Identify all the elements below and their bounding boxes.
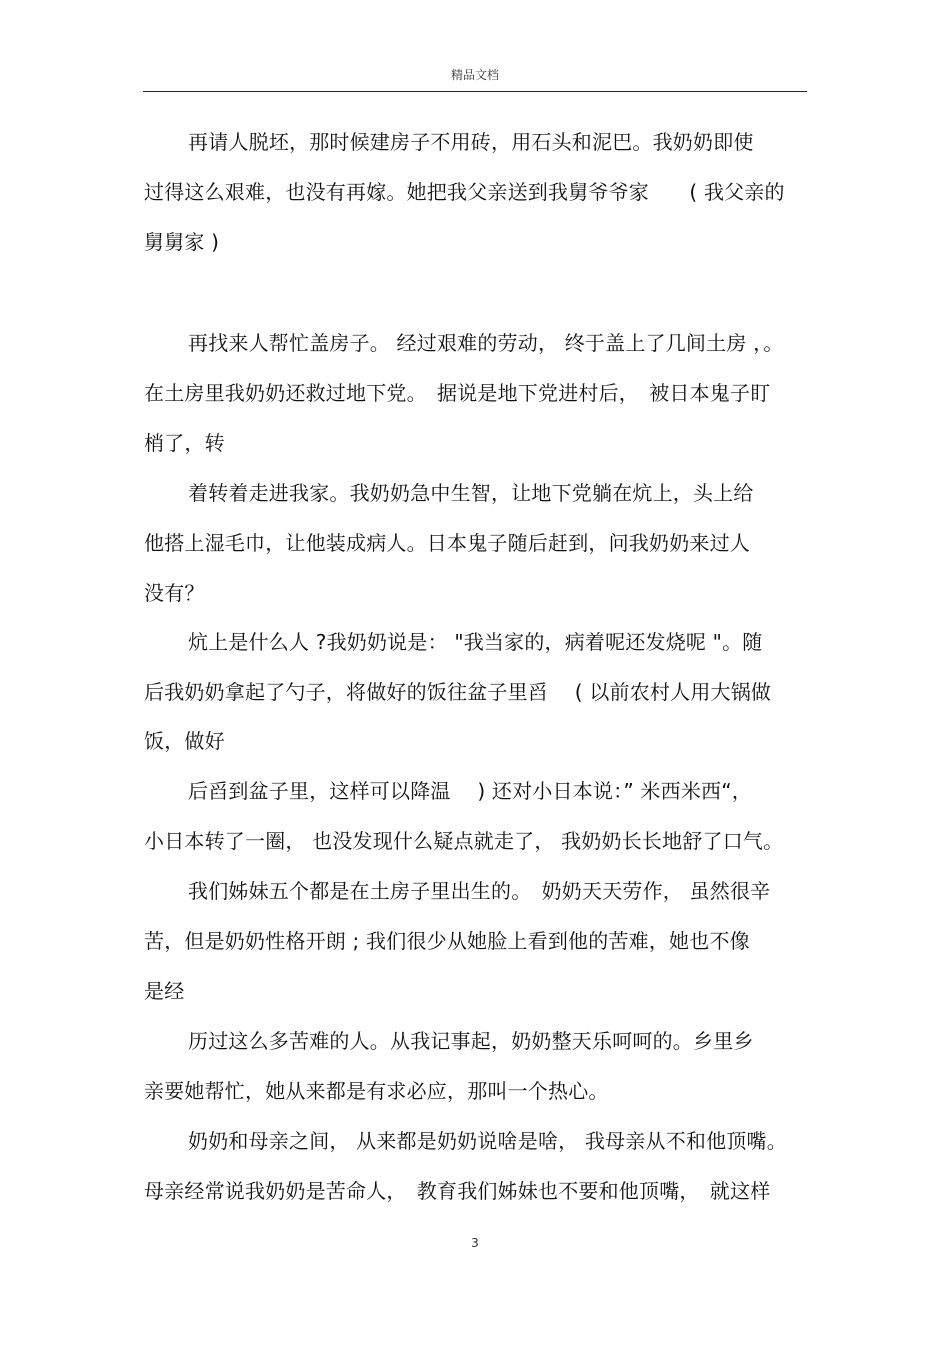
body-line: 梢了，转	[144, 431, 225, 455]
body-line: 在土房里我奶奶还救过地下党。 据说是地下党进村后， 被日本鬼子盯	[144, 381, 771, 405]
body-line: 再请人脱坯，那时候建房子不用砖，用石头和泥巴。我奶奶即使	[188, 130, 754, 154]
header-divider	[143, 91, 807, 92]
body-line: 奶奶和母亲之间， 从来都是奶奶说啥是啥， 我母亲从不和他顶嘴。	[188, 1129, 787, 1153]
body-line: 再找来人帮忙盖房子。 经过艰难的劳动， 终于盖上了几间土房 ，。	[188, 331, 784, 355]
body-line: 没有？	[144, 581, 205, 605]
body-line: 后舀到盆子里，这样可以降温 ) 还对小日本说：” 米西米西“，	[188, 779, 752, 803]
body-line: 小日本转了一圈， 也没发现什么疑点就走了， 我奶奶长长地舒了口气。	[144, 829, 784, 853]
body-line: 过得这么艰难，也没有再嫁。她把我父亲送到我舅爷爷家 ( 我父亲的	[144, 180, 785, 204]
page-number: 3	[471, 1236, 479, 1250]
body-line: 苦，但是奶奶性格开朗 ; 我们很少从她脸上看到他的苦难，她也不像	[144, 929, 750, 953]
body-line: 亲要她帮忙，她从来都是有求必应，那叫一个热心。	[144, 1079, 609, 1103]
body-line: 舅舅家 )	[144, 230, 220, 254]
body-line: 我们姊妹五个都是在土房子里出生的。 奶奶天天劳作， 虽然很辛	[188, 879, 771, 903]
body-line: 母亲经常说我奶奶是苦命人， 教育我们姊妹也不要和他顶嘴， 就这样	[144, 1179, 771, 1203]
body-line: 是经	[144, 979, 185, 1003]
body-line: 历过这么多苦难的人。从我记事起，奶奶整天乐呵呵的。乡里乡	[188, 1029, 754, 1053]
body-line: 着转着走进我家。我奶奶急中生智，让地下党躺在炕上，头上给	[188, 481, 754, 505]
page-header-title: 精品文档	[450, 68, 499, 82]
body-line: 炕上是什么人 ?我奶奶说是： "我当家的，病着呢还发烧呢 "。随	[188, 630, 763, 654]
body-line: 饭，做好	[144, 729, 225, 753]
body-line: 他搭上湿毛巾，让他装成病人。日本鬼子随后赶到，问我奶奶来过人	[144, 531, 750, 555]
body-line: 后我奶奶拿起了勺子，将做好的饭往盆子里舀 ( 以前农村人用大锅做	[144, 680, 772, 704]
